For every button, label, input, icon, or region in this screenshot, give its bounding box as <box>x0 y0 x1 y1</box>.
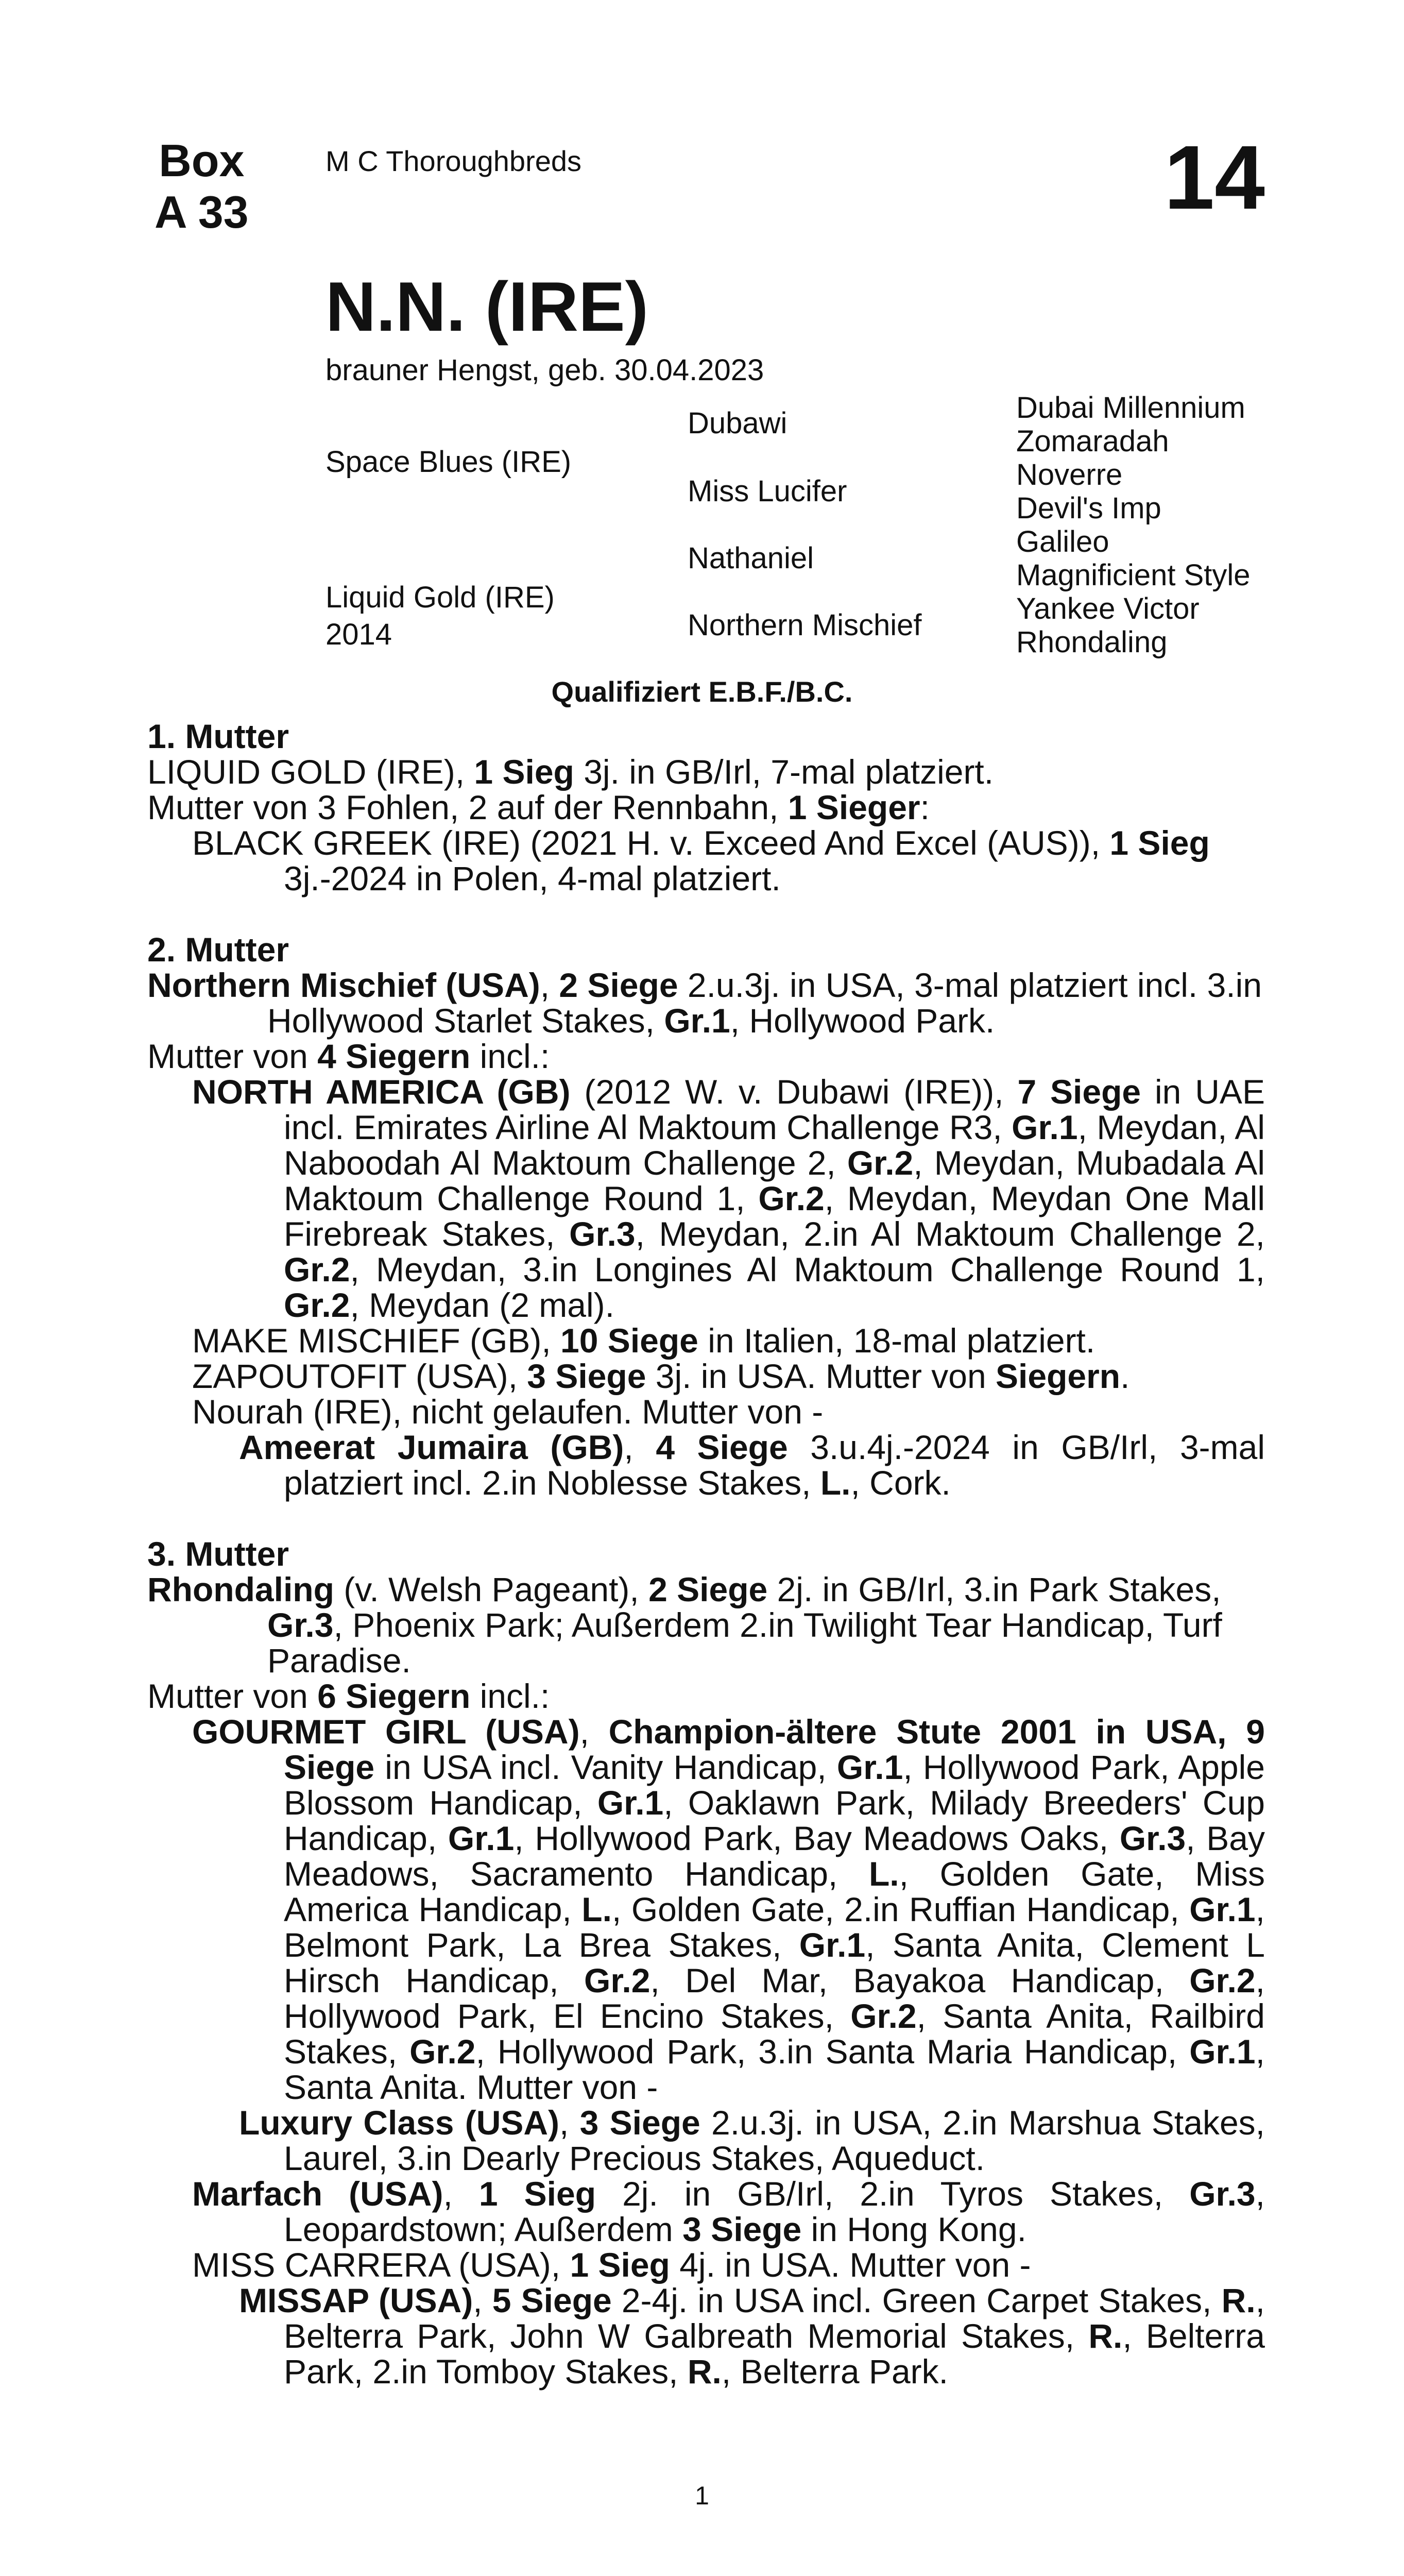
dam-3-produce-summary: Mutter von 6 Siegern incl.: <box>147 1677 550 1715</box>
produce-entry: MAKE MISCHIEF (GB), 10 Siege in Italien, 18-mal platziert. <box>192 1321 1095 1360</box>
produce-entry: MISS CARRERA (USA), 1 Sieg 4j. in USA. Mutter von - <box>192 2246 1031 2284</box>
produce-entry: Luxury Class (USA), 3 Siege 2.u.3j. in USA, 2.in Marshua Stakes, Laurel, 3.in Dearly Precious Stakes, Aqueduct. <box>239 2104 1265 2177</box>
dam-2-produce-summary: Mutter von 4 Siegern incl.: <box>147 1037 550 1075</box>
dam-1-produce-summary: Mutter von 3 Fohlen, 2 auf der Rennbahn, 1 Sieger: <box>147 788 930 826</box>
produce-entry: GOURMET GIRL (USA), Champion-ältere Stute 2001 in USA, 9 Siege in USA incl. Vanity Handicap, Gr.1, Hollywood Park, Apple Blossom Handicap, Gr.1, Oaklawn Park, Milady Breeders' Cup Handicap, Gr.1, Hollywood Park, Bay Meadows Oaks, Gr.3, Bay Meadows, Sacramento Handicap, L., Golden Gate, Miss America Handicap, L., Golden Gate, 2.in Ruffian Handicap, Gr.1, Belmont Park, La Brea Stakes, Gr.1, Santa Anita, Clement L Hirsch Handicap, Gr.2, Del Mar, Bayakoa Handicap, Gr.2, Hollywood Park, El Encino Stakes, Gr.2, Santa Anita, Railbird Stakes, Gr.2, Hollywood Park, 3.in Santa Maria Handicap, Gr.1, Santa Anita. Mutter von - <box>192 1713 1265 2106</box>
pedigree-gen3-7: Yankee Victor <box>1016 592 1200 625</box>
pedigree-gen3-2: Zomaradah <box>1016 425 1169 458</box>
pedigree-gen3-3: Noverre <box>1016 458 1123 492</box>
catalogue-text <box>147 719 1265 2389</box>
pedigree-gen3-8: Rhondaling <box>1016 625 1168 659</box>
produce-entry: BLACK GREEK (IRE) (2021 H. v. Exceed And Excel (AUS)), 1 Sieg 3j.-2024 in Polen, 4-mal platziert. <box>192 824 1210 897</box>
pedigree-gen3-6: Magnificient Style <box>1016 558 1251 592</box>
pedigree-dam-sire: Nathaniel <box>688 541 814 575</box>
produce-entry: ZAPOUTOFIT (USA), 3 Siege 3j. in USA. Mutter von Siegern. <box>192 1357 1130 1395</box>
pedigree-sire: Space Blues (IRE) <box>326 445 572 479</box>
horse-name: N.N. (IRE) <box>326 267 649 346</box>
produce-entry: Marfach (USA), 1 Sieg 2j. in GB/Irl, 2.in Tyros Stakes, Gr.3, Leopardstown; Außerdem 3 Siege in Hong Kong. <box>192 2175 1265 2248</box>
pedigree-dam: Liquid Gold (IRE) <box>326 581 555 614</box>
produce-entry: NORTH AMERICA (GB) (2012 W. v. Dubawi (IRE)), 7 Siege in UAE incl. Emirates Airline Al Maktoum Challenge R3, Gr.1, Meydan, Al Naboodah Al Maktoum Challenge 2, Gr.2, Meydan, Mubadala Al Maktoum Challenge Round 1, Gr.2, Meydan, Meydan One Mall Firebreak Stakes, Gr.3, Meydan, 2.in Al Maktoum Challenge 2, Gr.2, Meydan, 3.in Longines Al Maktoum Challenge Round 1, Gr.2, Meydan (2 mal). <box>192 1073 1265 1324</box>
pedigree-sire-dam: Miss Lucifer <box>688 474 847 508</box>
produce-entry: Ameerat Jumaira (GB), 4 Siege 3.u.4j.-2024 in GB/Irl, 3-mal platziert incl. 2.in Noblesse Stakes, L., Cork. <box>239 1428 1265 1502</box>
section-title-1: 1. Mutter <box>147 717 289 755</box>
produce-entry: Nourah (IRE), nicht gelaufen. Mutter von - <box>192 1393 824 1431</box>
section-title-2: 2. Mutter <box>147 930 289 969</box>
seller-name: M C Thoroughbreds <box>326 145 581 177</box>
produce-entry: MISSAP (USA), 5 Siege 2-4j. in USA incl. Green Carpet Stakes, R., Belterra Park, John W Galbreath Memorial Stakes, R., Belterra Park, 2.in Tomboy Stakes, R., Belterra Park. <box>239 2281 1265 2391</box>
pedigree-gen3-4: Devil's Imp <box>1016 492 1161 525</box>
page-number: 1 <box>695 2481 709 2510</box>
pedigree-gen3-1: Dubai Millennium <box>1016 391 1245 425</box>
box-label-line2: A 33 <box>155 187 249 238</box>
dam-1-record: LIQUID GOLD (IRE), 1 Sieg 3j. in GB/Irl, 7-mal platziert. <box>147 753 994 791</box>
section-title-3: 3. Mutter <box>147 1535 289 1573</box>
box-label-line1: Box <box>159 135 245 186</box>
pedigree-dam-year: 2014 <box>326 618 392 651</box>
lot-number: 14 <box>1164 127 1265 228</box>
pedigree-sire-sire: Dubawi <box>688 406 787 440</box>
qualification-note: Qualifiziert E.B.F./B.C. <box>551 675 853 708</box>
horse-description: brauner Hengst, geb. 30.04.2023 <box>326 353 764 387</box>
dam-3-record: Rhondaling (v. Welsh Pageant), 2 Siege 2j. in GB/Irl, 3.in Park Stakes, Gr.3, Phoenix Park; Außerdem 2.in Twilight Tear Handicap, Turf Paradise. <box>147 1570 1222 1680</box>
pedigree-dam-dam: Northern Mischief <box>688 608 922 642</box>
pedigree-gen3-5: Galileo <box>1016 525 1109 558</box>
box-label <box>155 135 249 238</box>
dam-2-record: Northern Mischief (USA), 2 Siege 2.u.3j. in USA, 3-mal platziert incl. 3.in Hollywood Starlet Stakes, Gr.1, Hollywood Park. <box>147 966 1262 1040</box>
